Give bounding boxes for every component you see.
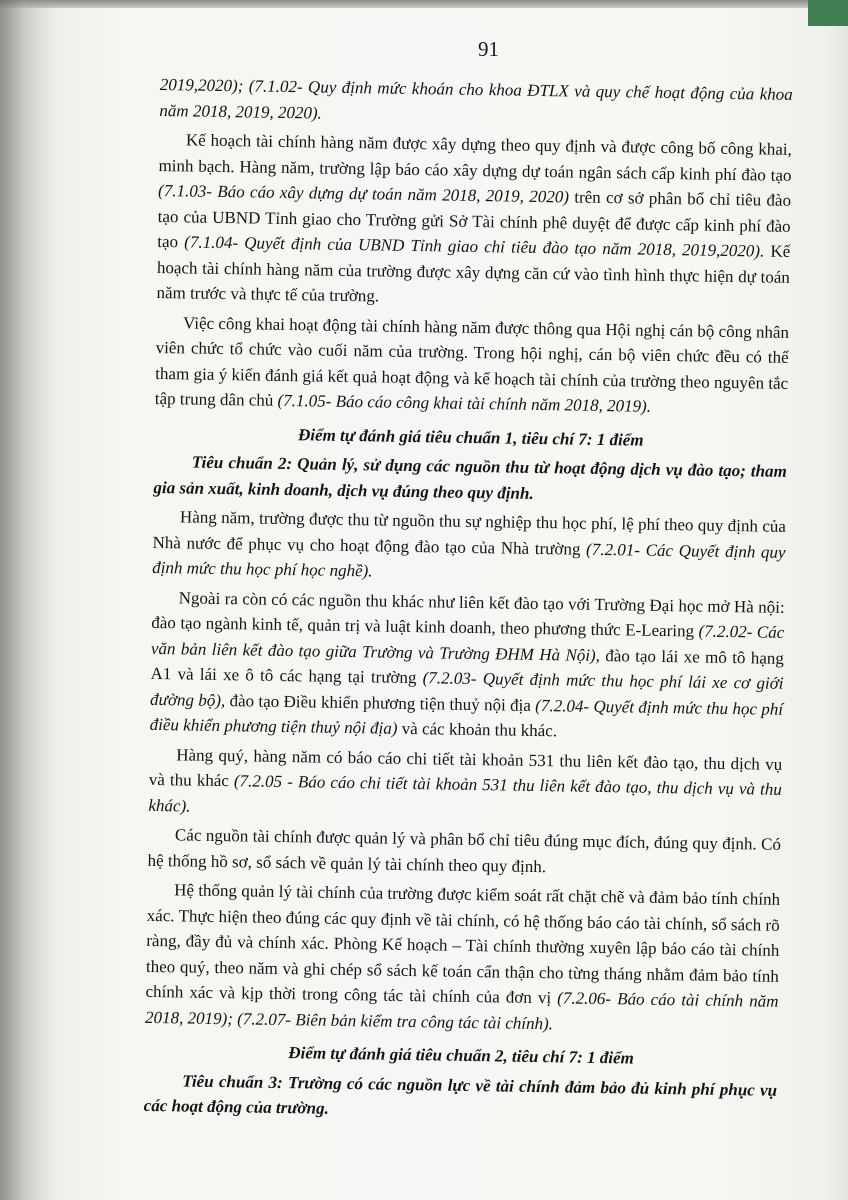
- evidence-reference: 2019,2020); (7.1.02- Quy định mức khoán cho khoa ĐTLX và quy chế hoạt động của khoa năm 2018, 2019, 2020).: [159, 74, 793, 123]
- page-top-edge: [0, 0, 848, 8]
- evidence-reference: (7.1.04- Quyết định của UBND Tỉnh giao chỉ tiêu đào tạo năm 2018, 2019,2020).: [184, 232, 765, 261]
- paragraph-continuation: [159, 72, 793, 133]
- score-heading-1: Điểm tự đánh giá tiêu chuẩn 1, tiêu chí 7: 1 điểm: [297, 424, 644, 450]
- score-heading-2: Điểm tự đánh giá tiêu chuẩn 2, tiêu chí 7: 1 điểm: [288, 1043, 634, 1068]
- cover-corner: [808, 0, 848, 26]
- paragraph-quarterly-report: Hàng quý, hàng năm có báo cáo chi tiết tài khoản 531 thu liên kết đào tạo, thu dịch vụ và thu khác (7.2.05 - Báo cáo chi tiết tài khoản 531 thu liên kết đào tạo, thu dịch vụ và thu khác).: [148, 744, 783, 816]
- evidence-reference: (7.2.06- Báo cáo tài chính năm 2018, 2019); (7.2.07- Biên bản kiểm tra công tác tài chính).: [145, 988, 779, 1033]
- paragraph-tuition-revenue: Hàng năm, trường được thu từ nguồn thu sự nghiệp thu học phí, lệ phí theo quy định của Nhà nước để phục vụ cho hoạt động đào tạo của Nhà trường (7.2.01- Các Quyết định quy định mức thu học phí học nghề).: [152, 507, 787, 581]
- page-number: 91: [478, 37, 499, 61]
- criterion-2-heading: Tiêu chuẩn 2: Quản lý, sử dụng các nguồn thu từ hoạt động dịch vụ đào tạo; tham gia sản xuất, kinh doanh, dịch vụ đúng theo quy định.: [153, 452, 787, 503]
- paragraph-public-disclosure: Việc công khai hoạt động tài chính hàng năm được thông qua Hội nghị cán bộ công nhân viên chức tổ chức vào cuối năm của trường. Trong hội nghị, cán bộ viên chức đều có thể tham gia ý kiến đánh giá kết quả hoạt động và kế hoạch tài chính của trường theo nguyên tắc tập trung dân chủ (7.1.05- Báo cáo công khai tài chính năm 2018, 2019).: [154, 312, 790, 416]
- evidence-reference: (7.1.03- Báo cáo xây dựng dự toán năm 2018, 2019, 2020): [157, 180, 570, 207]
- evidence-reference: (7.2.05 - Báo cáo chi tiết tài khoản 531 thu liên kết đào tạo, thu dịch vụ và thu khác).: [148, 771, 782, 816]
- book-spine-shadow: [0, 0, 56, 1200]
- evidence-reference: (7.2.02- Các văn bản liên kết đào tạo giữa Trường và Trường ĐHM Hà Nội),: [150, 621, 785, 665]
- paragraph-allocation: Các nguồn tài chính được quản lý và phân bổ chỉ tiêu đúng mục đích, đúng quy định. Có hệ thống hồ sơ, sổ sách về quản lý tài chính theo quy định.: [147, 825, 782, 876]
- document-body: [143, 72, 792, 1132]
- paragraph-financial-plan: Kế hoạch tài chính hàng năm được xây dựng theo quy định và được công bố công khai, minh bạch. Hàng năm, trường lập báo cáo xây dựng dự toán ngân sách cấp kinh phí đào tạo (7.1.03- Báo cáo xây dựng dự toán năm 2018, 2019, 2020) trên cơ sở phân bổ chỉ tiêu đào tạo của UBND Tỉnh giao cho Trường gửi Sở Tài chính phê duyệt để được cấp kinh phí đào tạo (7.1.04- Quyết định của UBND Tỉnh giao chỉ tiêu đào tạo năm 2018, 2019,2020). Kế hoạch tài chính hàng năm của trường được xây dựng căn cứ vào tình hình thực hiện dự toán năm trước và thực tế của trường.: [156, 130, 793, 306]
- paragraph-other-revenue: Ngoài ra còn có các nguồn thu khác như liên kết đào tạo với Trường Đại học mở Hà nội: đào tạo ngành kinh tế, quản trị và luật kinh doanh, theo phương thức E-Learing (7.2.02- Các văn bản liên kết đào tạo giữa Trường và Trường ĐHM Hà Nội), đào tạo lái xe mô tô hạng A1 và lái xe ô tô các hạng tại trường (7.2.03- Quyết định mức thu học phí lái xe cơ giới đường bộ), đào tạo Điều khiển phương tiện thuỷ nội địa (7.2.04- Quyết định mức thu học phí điều khiển phương tiện thuỷ nội địa) và các khoản thu khác.: [149, 587, 785, 741]
- criterion-3-heading: Tiêu chuẩn 3: Trường có các nguồn lực về tài chính đảm bảo đủ kinh phí phục vụ các hoạt động của trường.: [143, 1070, 778, 1118]
- paragraph-control-system: Hệ thống quản lý tài chính của trường được kiểm soát rất chặt chẽ và đảm bảo tính chính xác. Thực hiện theo đúng các quy định về tài chính, có hệ thống báo cáo tài chính, sổ sách rõ ràng, đầy đủ và chính xác. Phòng Kế hoạch – Tài chính thường xuyên lập báo cáo tài chính theo quý, theo năm và ghi chép sổ sách kế toán cẩn thận cho từng tháng nhằm đảm bảo tính chính xác và kịp thời trong công tác tài chính của đơn vị (7.2.06- Báo cáo tài chính năm 2018, 2019); (7.2.07- Biên bản kiểm tra công tác tài chính).: [145, 880, 781, 1033]
- evidence-reference: (7.2.03- Quyết định mức thu học phí lái xe cơ giới đường bộ),: [150, 668, 784, 710]
- evidence-reference: (7.2.01- Các Quyết định quy định mức thu học phí học nghề).: [152, 539, 786, 581]
- evidence-reference: (7.1.05- Báo cáo công khai tài chính năm 2018, 2019).: [277, 390, 652, 416]
- evidence-reference: (7.2.04- Quyết định mức thu học phí điều khiển phương tiện thuỷ nội địa): [149, 695, 784, 738]
